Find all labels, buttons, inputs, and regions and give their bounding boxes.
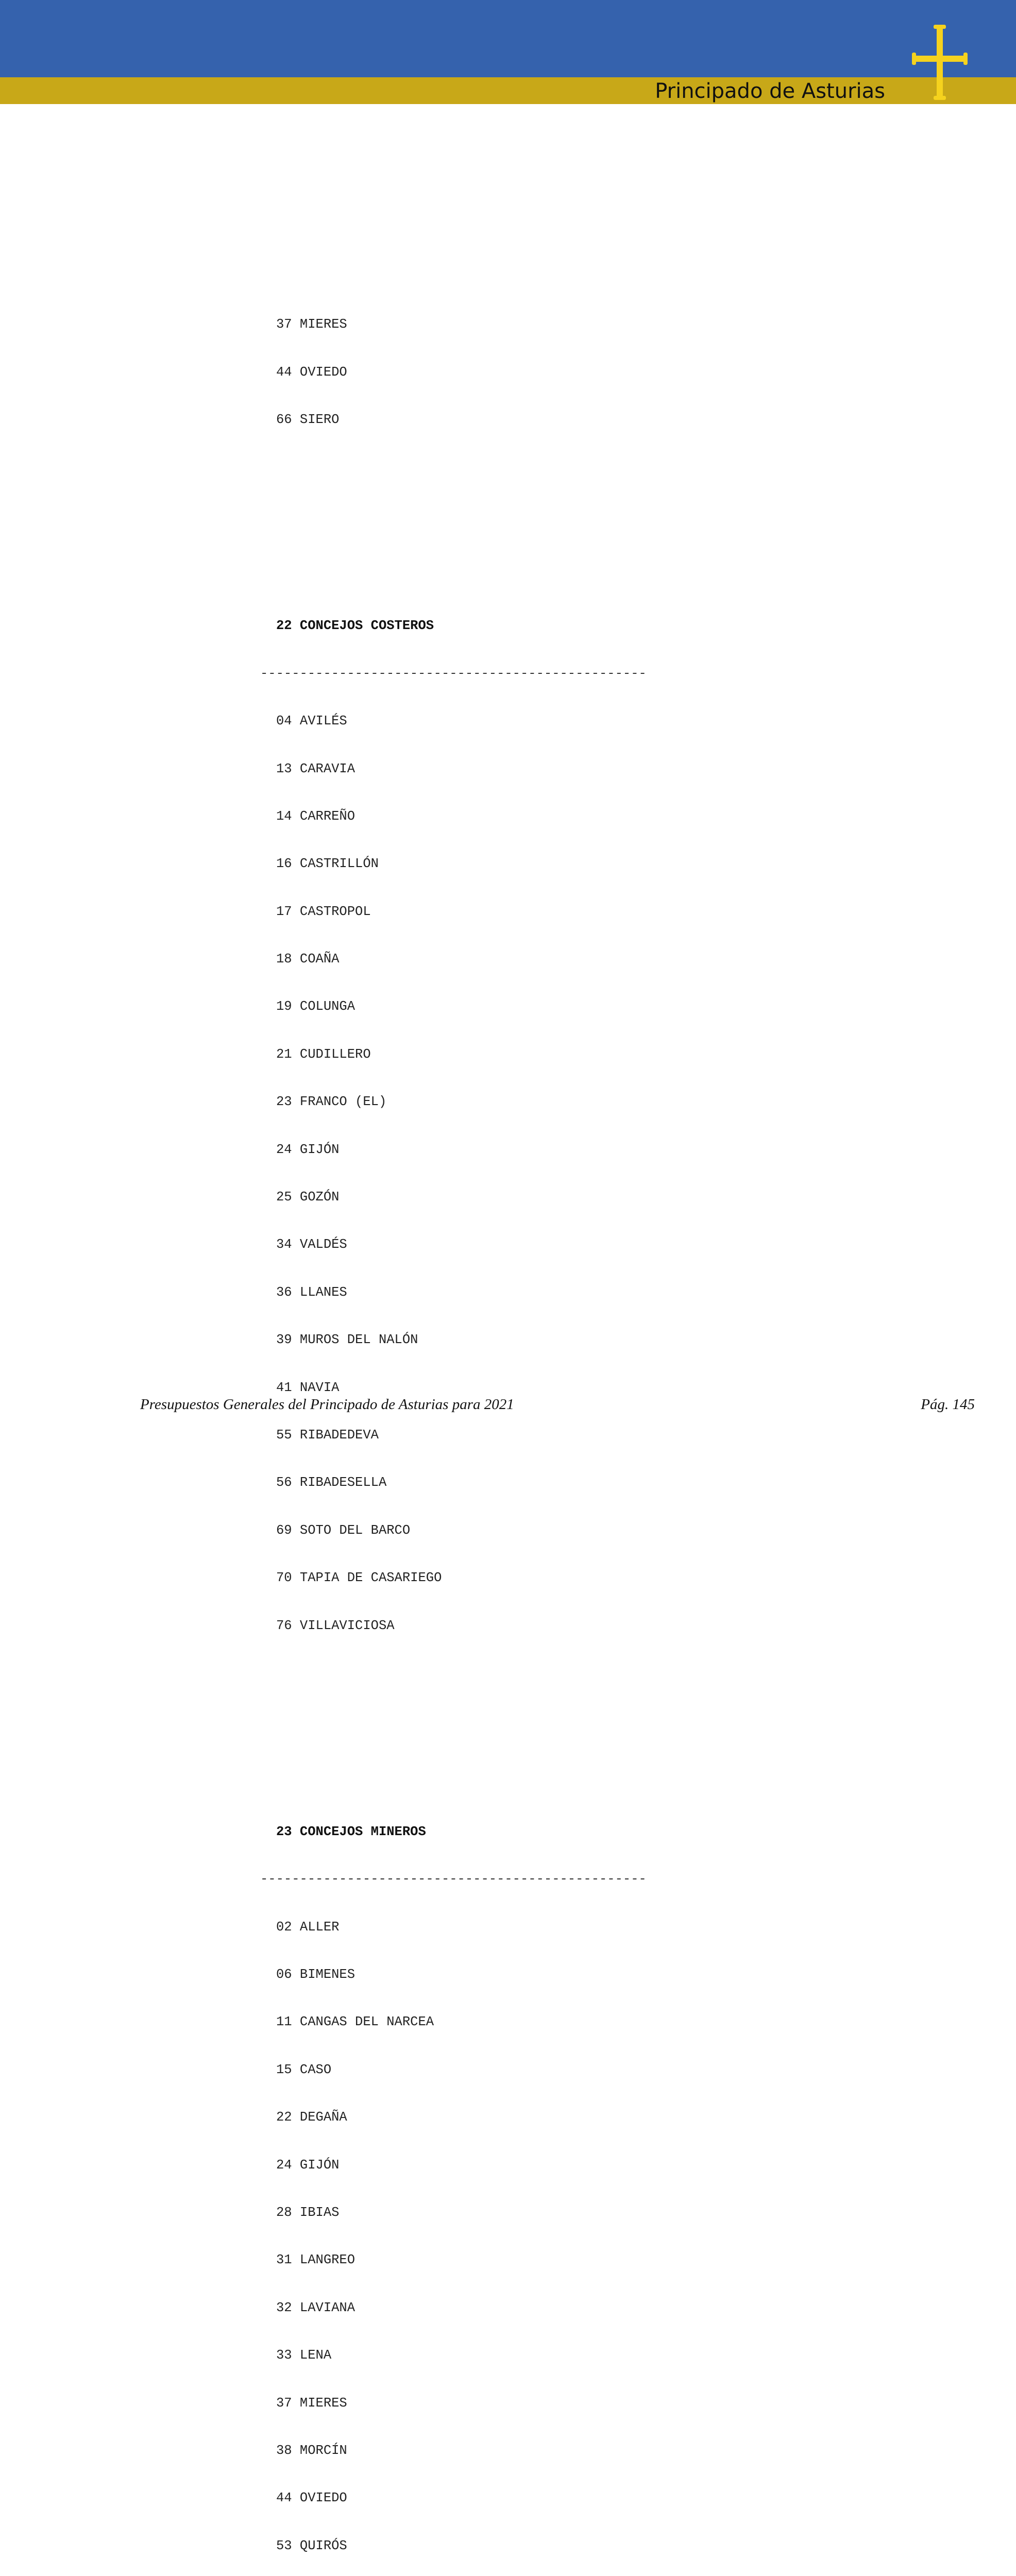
cross-horizontal-bar [914,56,966,62]
list-item: 41 NAVIA [276,1380,340,1395]
list-item: 11 CANGAS DEL NARCEA [276,2014,434,2030]
continuation-list [260,285,647,460]
list-item: 37 MIERES [276,2395,347,2411]
list-item [260,365,647,381]
list-item: 06 BIMENES [276,1967,355,1982]
list-item: 53 QUIRÓS [276,2538,347,2553]
list-item: 25 GOZÓN [276,1190,340,1205]
list-item: 69 SOTO DEL BARCO [276,1522,411,1538]
list-item: 34 VALDÉS [276,1237,347,1252]
footer-page-number: Pág. 145 [921,1396,975,1413]
section-separator: ------------------------------------------------- [260,1872,647,1887]
section-title: 23 CONCEJOS MINEROS [276,1824,426,1839]
list-item: 31 LANGREO [276,2252,355,2268]
list-item: 32 LAVIANA [276,2300,355,2315]
list-item: 13 CARAVIA [276,761,355,776]
cross-vertical-bar [937,26,943,99]
list-item: 23 FRANCO (EL) [276,1094,387,1110]
list-item: 24 GIJÓN [276,1142,340,1157]
item-code: 66 [276,412,292,427]
municipality-listing [260,253,647,2576]
section-gap [260,507,647,539]
item-code: 44 [276,364,292,380]
cross-bottom-finial [934,96,946,100]
list-item: 02 ALLER [276,1919,340,1935]
section-concejos-costeros [260,587,647,1666]
cross-right-finial [963,53,968,65]
header-title: Principado de Asturias [655,79,885,103]
list-item: 19 COLUNGA [276,999,355,1014]
list-item: 24 GIJÓN [276,2157,340,2173]
footer-document-title: Presupuestos Generales del Principado de Asturias para 2021 [140,1396,514,1413]
asturias-cross-icon [911,24,969,101]
cross-top-finial [934,25,946,29]
list-item [260,412,647,428]
list-item: 17 CASTROPOL [276,904,371,919]
item-name: MIERES [299,317,347,332]
list-item: 44 OVIEDO [276,2490,347,2506]
list-item: 21 CUDILLERO [276,1046,371,1062]
list-item: 36 LLANES [276,1284,347,1300]
cross-left-finial [912,53,916,65]
list-item: 38 MORCÍN [276,2443,347,2458]
section-concejos-mineros [260,1792,647,2576]
list-item: 18 COAÑA [276,952,340,967]
emblem-letter-omega: ω [949,64,958,77]
list-item: 55 RIBADEDEVA [276,1427,379,1443]
emblem-letter-alpha: A [923,64,930,77]
list-item: 70 TAPIA DE CASARIEGO [276,1570,442,1586]
list-item: 22 DEGAÑA [276,2110,347,2125]
item-name: OVIEDO [299,364,347,380]
list-item: 56 RIBADESELLA [276,1475,387,1490]
item-name: SIERO [299,412,340,427]
list-item: 14 CARREÑO [276,808,355,824]
list-item: 15 CASO [276,2062,332,2077]
list-item: 76 VILLAVICIOSA [276,1618,395,1633]
list-item: 28 IBIAS [276,2205,340,2221]
list-item: 39 MUROS DEL NALÓN [276,1332,418,1348]
list-item: 33 LENA [276,2348,332,2363]
header-band-blue [0,0,1016,77]
section-title: 22 CONCEJOS COSTEROS [276,618,434,634]
list-item [260,317,647,333]
list-item: 16 CASTRILLÓN [276,856,379,872]
section-separator: ------------------------------------------------- [260,666,647,681]
section-gap [260,1713,647,1745]
list-item: 04 AVILÉS [276,714,347,729]
item-code: 37 [276,317,292,332]
